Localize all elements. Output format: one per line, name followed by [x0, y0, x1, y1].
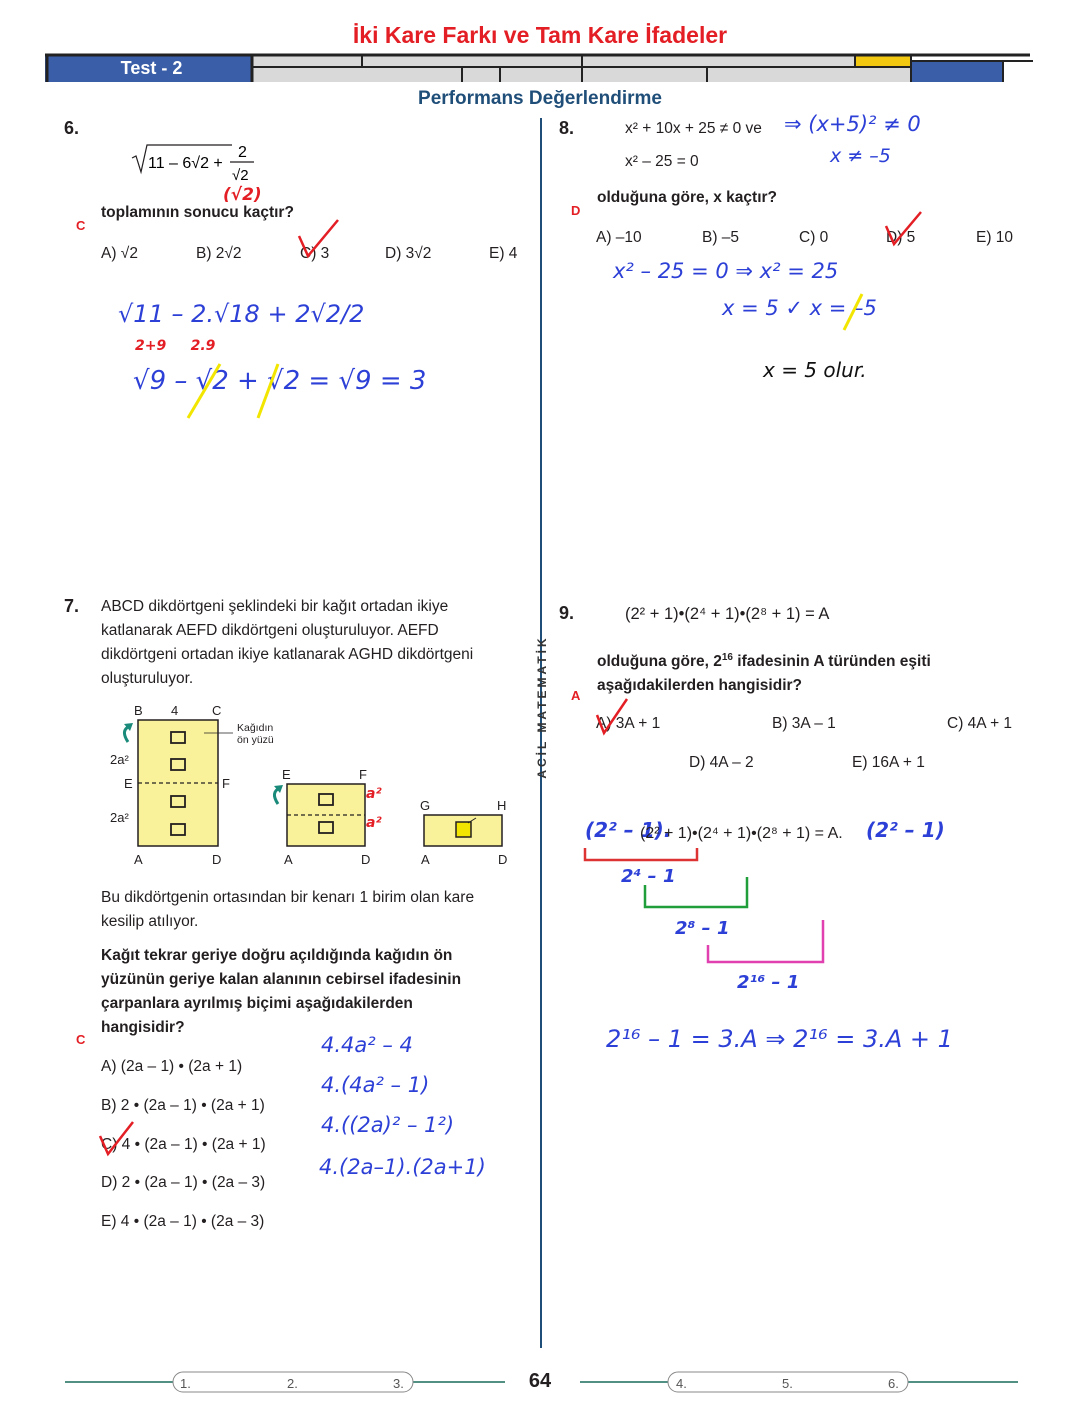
q7-fig-label-f: F	[222, 776, 230, 791]
q8-number: 8.	[559, 118, 575, 138]
svg-text:2: 2	[238, 144, 247, 161]
q9-prompt-b: ifadesinin A türünden eşiti aşağıdakilerden hangisidir?	[597, 653, 931, 695]
q8-prompt: olduğuna göre, x kaçtır?	[597, 189, 777, 206]
svg-text:√2: √2	[232, 167, 249, 184]
q8-option-a[interactable]: A) –10	[596, 229, 642, 246]
q8-eq2: x² – 25 = 0	[625, 153, 699, 170]
q8-strike-mark	[838, 292, 868, 332]
footer-item-1[interactable]: 1.	[180, 1376, 191, 1391]
q6-option-b[interactable]: B) 2√2	[196, 245, 242, 262]
q6-hw-root: (√2)	[223, 185, 262, 205]
q6-hw-line1: √11 – 2.√18 + 2√2/2	[118, 300, 365, 328]
footer-item-4[interactable]: 4.	[676, 1376, 687, 1391]
q8-hw-3: x² – 25 = 0 ⇒ x² = 25	[613, 259, 839, 283]
q7-text: ABCD dikdörtgeni şeklindeki bir kağıt ortadan ikiye katlanarak AEFD dikdörtgeni oluşturuluyor. AEFD dikdörtgeni ortadan ikiye katlanarak AGHD dikdörtgeni oluşturuluyor.	[101, 598, 474, 687]
q9-option-d[interactable]: D) 4A – 2	[689, 754, 754, 771]
q7-fig3-label-a: A	[421, 852, 430, 867]
q9-hw-equation: (2² + 1)•(2⁴ + 1)•(2⁸ + 1) = A.	[640, 825, 843, 842]
q6-number: 6.	[64, 118, 80, 138]
q9-prompt	[597, 646, 997, 698]
q6-option-a[interactable]: A) √2	[101, 245, 138, 262]
q8-hw-result: x = 5 olur.	[763, 358, 867, 382]
q7-text2: Bu dikdörtgenin ortasından bir kenarı 1 birim olan kare kesilip atılıyor.	[101, 889, 475, 930]
q6-strike-marks	[180, 360, 280, 420]
q8-option-d[interactable]: D) 5	[886, 229, 916, 246]
q9-brackets	[580, 840, 840, 970]
q6-check-icon	[296, 218, 341, 263]
q6-option-c[interactable]: C) 3	[300, 245, 330, 262]
q7-fig2-hw-bottom: a²	[366, 815, 382, 831]
q6-hw-line2: √9 – √2 + √2 = √9 = 3	[133, 366, 427, 396]
q9-hw-step1: 2⁴ – 1	[621, 866, 676, 887]
q8-answer-key: D	[571, 203, 581, 218]
q7-fig-label-2a2-bottom: 2a²	[110, 810, 129, 825]
q6-option-d[interactable]: D) 3√2	[385, 245, 432, 262]
footer-item-3[interactable]: 3.	[393, 1376, 404, 1391]
q7-fig-label-c: C	[212, 703, 222, 718]
q6-hw-sub: 2+9 2.9	[135, 338, 216, 354]
q7-fig-label-e: E	[124, 776, 133, 791]
q7-fig-label-b: B	[134, 703, 143, 718]
q7-hw-3: 4.((2a)² – 1²)	[321, 1113, 455, 1137]
q7-fig3-label-d: D	[498, 852, 508, 867]
section-title: Performans Değerlendirme	[418, 88, 662, 109]
q7-fig-label-a: A	[134, 852, 143, 867]
q9-check-icon	[594, 697, 630, 737]
q7-fig3-label-g: G	[420, 798, 431, 813]
q8-hw-1: ⇒ (x+5)² ≠ 0	[784, 112, 921, 136]
q7-option-c[interactable]: C) 4 • (2a – 1) • (2a + 1)	[101, 1136, 266, 1153]
q9-hw-step2: 2⁸ – 1	[675, 918, 730, 939]
test-label: Test - 2	[120, 58, 183, 78]
side-label: ACİL MATEMATİK	[535, 635, 549, 779]
q7-option-b[interactable]: B) 2 • (2a – 1) • (2a + 1)	[101, 1097, 265, 1114]
q9-prompt-sup: 16	[721, 652, 733, 663]
q6-option-e[interactable]: E) 4	[489, 245, 518, 262]
q6-expression	[130, 140, 270, 189]
footer-item-6[interactable]: 6.	[888, 1376, 899, 1391]
q9-hw-step3: 2¹⁶ – 1	[737, 972, 800, 993]
q7-hw-1: 4.4a² – 4	[321, 1033, 413, 1057]
q7-fig2-label-f: F	[359, 767, 367, 782]
q9-answer-key: A	[571, 688, 581, 703]
q9-option-a[interactable]: A) 3A + 1	[596, 715, 661, 732]
q9-equation: (2² + 1)•(2⁴ + 1)•(2⁸ + 1) = A	[625, 605, 830, 623]
q9-number: 9.	[559, 603, 575, 623]
q8-option-e[interactable]: E) 10	[976, 229, 1014, 246]
q9-option-e[interactable]: E) 16A + 1	[852, 754, 925, 771]
q8-hw-2: x ≠ –5	[830, 145, 891, 167]
q6-answer-key: C	[76, 218, 86, 233]
q8-eq1: x² + 10x + 25 ≠ 0 ve	[625, 120, 762, 137]
page-number: 64	[528, 1370, 552, 1392]
q7-figure	[100, 700, 520, 872]
q9-prompt-a: olduğuna göre, 2	[597, 653, 722, 671]
footer-item-2[interactable]: 2.	[287, 1376, 298, 1391]
q7-front-label: Kağıdın ön yüzü	[237, 722, 274, 746]
q7-option-e[interactable]: E) 4 • (2a – 1) • (2a – 3)	[101, 1213, 265, 1230]
q7-fig-label-2a2-top: 2a²	[110, 752, 129, 767]
q8-check-icon	[883, 210, 923, 250]
q7-option-a[interactable]: A) (2a – 1) • (2a + 1)	[101, 1058, 243, 1075]
q6-prompt: toplamının sonucu kaçtır?	[101, 204, 294, 221]
q7-fig3-label-h: H	[497, 798, 507, 813]
q7-check-icon	[97, 1120, 137, 1158]
q9-hw-suffix: (2² – 1)	[866, 818, 945, 842]
q7-option-d[interactable]: D) 2 • (2a – 1) • (2a – 3)	[101, 1174, 266, 1191]
q8-option-b[interactable]: B) –5	[702, 229, 740, 246]
q7-fig-label-4: 4	[171, 703, 179, 718]
q8-hw-4: x = 5 ✓ x = –5	[722, 296, 877, 320]
q9-option-c[interactable]: C) 4A + 1	[947, 715, 1013, 732]
q9-option-b[interactable]: B) 3A – 1	[772, 715, 836, 732]
q9-hw-final: 2¹⁶ – 1 = 3.A ⇒ 2¹⁶ = 3.A + 1	[606, 1025, 953, 1053]
q7-fig2-label-d: D	[361, 852, 371, 867]
page-title: İki Kare Farkı ve Tam Kare İfadeler	[352, 22, 728, 48]
q9-hw-prefix: (2² – 1).	[585, 818, 672, 842]
q7-hw-2: 4.(4a² – 1)	[321, 1073, 430, 1097]
q7-fig2-hw-top: a²	[366, 786, 382, 802]
q7-prompt: Kağıt tekrar geriye doğru açıldığında kağıdın ön yüzünün geriye kalan alanının cebirsel ifadesinin çarpanlara ayrılmış biçimi aşağıdakilerden hangisidir?	[101, 947, 462, 1036]
q7-number: 7.	[64, 596, 80, 616]
svg-text:11 – 6√2 +: 11 – 6√2 +	[148, 155, 223, 172]
q8-option-c[interactable]: C) 0	[799, 229, 829, 246]
q7-hw-4: 4.(2a–1).(2a+1)	[319, 1155, 486, 1179]
q7-answer-key: C	[76, 1032, 86, 1047]
q7-fig-label-d: D	[212, 852, 222, 867]
q7-fig2-label-a: A	[284, 852, 293, 867]
q7-fig2-label-e: E	[282, 767, 291, 782]
footer-item-5[interactable]: 5.	[782, 1376, 793, 1391]
